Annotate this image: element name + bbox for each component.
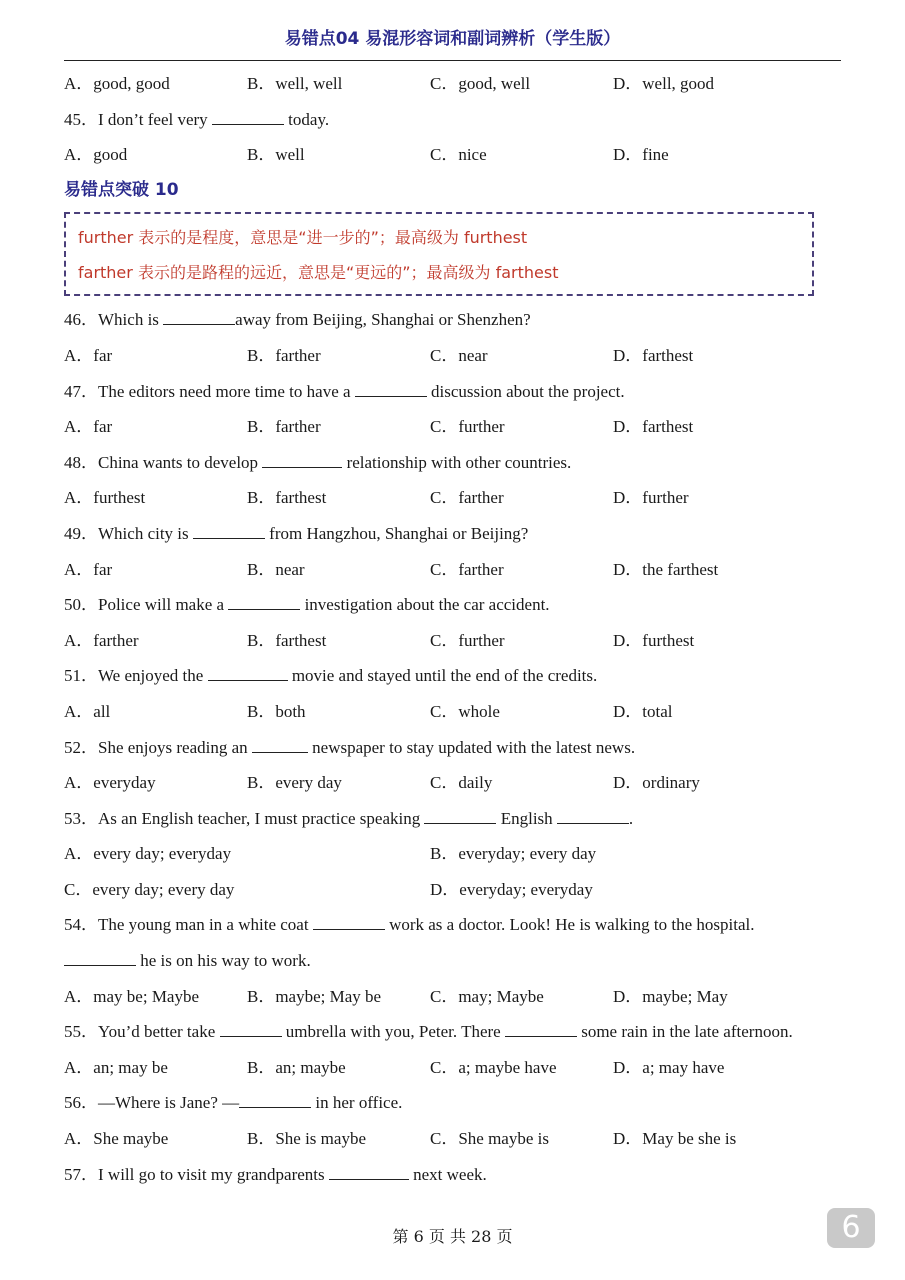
question-53 <box>64 801 844 837</box>
option-c: C．every day; every day <box>64 879 235 899</box>
options-row <box>64 1121 844 1157</box>
question-text: 47．The editors need more time to have a <box>64 381 355 401</box>
option-b: B．an; maybe <box>247 1057 346 1077</box>
question-text: newspaper to stay updated with the latest news. <box>307 737 636 757</box>
option-d: D．well, good <box>613 74 715 93</box>
tip-line: farther 表示的是路程的远近，意思是“更远的”；最高级为 farthest <box>78 263 559 283</box>
question-text: umbrella with you, Peter. There <box>281 1022 505 1042</box>
option-a: A．She maybe <box>64 1129 169 1149</box>
option-d: D．fine <box>613 145 669 165</box>
question-text: 46．Which is <box>64 310 164 330</box>
question-text: discussion about the project. <box>426 381 625 401</box>
option-a: A．far <box>64 559 113 579</box>
answer-blank <box>252 734 308 753</box>
question-text: 48．China wants to develop <box>64 452 263 472</box>
option-b: B．well, well <box>247 74 343 93</box>
page-footer: 第 6 页 共 28 页 <box>392 1227 513 1246</box>
answer-blank <box>228 591 300 610</box>
answer-blank <box>424 805 496 824</box>
document-body <box>64 66 844 1192</box>
answer-blank <box>505 1018 577 1037</box>
question-text: away from Beijing, Shanghai or Shenzhen? <box>235 310 531 330</box>
question-text: 52．She enjoys reading an <box>64 737 252 757</box>
answer-blank <box>163 306 235 325</box>
options-row <box>64 1050 844 1086</box>
answer-blank <box>212 106 284 125</box>
answer-blank <box>355 378 427 397</box>
option-c: C．daily <box>430 773 493 793</box>
options-row <box>64 872 844 908</box>
option-b: B．well <box>247 145 305 165</box>
option-c: C．She maybe is <box>430 1129 549 1149</box>
option-c: C．near <box>430 345 488 365</box>
option-a: A．good, good <box>64 74 170 93</box>
option-d: D．farthest <box>613 417 694 437</box>
question-text: 57．I will go to visit my grandparents <box>64 1164 329 1184</box>
question-text: 49．Which city is <box>64 523 193 543</box>
page-number-badge: 6 <box>827 1208 875 1248</box>
option-b: B．She is maybe <box>247 1129 366 1149</box>
question-48 <box>64 445 844 481</box>
question-57 <box>64 1157 844 1193</box>
question-50 <box>64 587 844 623</box>
option-b: B．maybe; May be <box>247 986 382 1006</box>
option-d: D．May be she is <box>613 1129 737 1149</box>
question-text: movie and stayed until the end of the credits. <box>287 666 598 686</box>
question-text: from Hangzhou, Shanghai or Beijing? <box>264 523 529 543</box>
question-text: 54．The young man in a white coat <box>64 915 313 935</box>
answer-blank <box>220 1018 282 1037</box>
answer-blank <box>557 805 629 824</box>
question-52 <box>64 730 844 766</box>
options-row <box>64 979 844 1015</box>
option-a: A．an; may be <box>64 1057 168 1077</box>
option-c: C．a; maybe have <box>430 1057 557 1077</box>
question-46 <box>64 302 844 338</box>
question-54-continued <box>64 943 844 979</box>
option-a: A．may be; Maybe <box>64 986 200 1006</box>
option-b: B．farthest <box>247 488 327 508</box>
option-d: D．everyday; everyday <box>430 879 593 899</box>
option-b: B．farther <box>247 417 321 437</box>
option-c: C．farther <box>430 488 504 508</box>
option-a: A．furthest <box>64 488 146 508</box>
options-row <box>64 137 844 173</box>
option-a: A．far <box>64 345 113 365</box>
question-text: 56．—Where is Jane? — <box>64 1093 240 1113</box>
option-b: B．everyday; every day <box>430 844 597 864</box>
question-text: 53．As an English teacher, I must practice speaking <box>64 808 425 828</box>
options-row <box>64 765 844 801</box>
answer-blank <box>208 662 288 681</box>
question-56 <box>64 1085 844 1121</box>
option-a: A．far <box>64 417 113 437</box>
option-d: D．further <box>613 488 689 508</box>
answer-blank <box>64 947 136 966</box>
options-row <box>64 480 844 516</box>
question-text: work as a doctor. Look! He is walking to the hospital. <box>384 915 755 935</box>
option-b: B．every day <box>247 773 342 793</box>
option-c: C．further <box>430 417 505 437</box>
option-d: D．farthest <box>613 345 694 365</box>
question-47 <box>64 374 844 410</box>
question-text: he is on his way to work. <box>136 951 311 971</box>
header-divider <box>64 60 841 61</box>
question-text: some rain in the late afternoon. <box>576 1022 793 1042</box>
option-d: D．the farthest <box>613 559 719 579</box>
option-a: A．good <box>64 145 128 165</box>
question-text: English <box>496 808 557 828</box>
question-text: 50．Police will make a <box>64 595 229 615</box>
answer-blank <box>193 520 265 539</box>
answer-blank <box>239 1089 311 1108</box>
section-title: 易错点突破 10 <box>64 179 179 200</box>
answer-blank <box>329 1161 409 1180</box>
option-b: B．both <box>247 701 306 721</box>
options-row <box>64 338 844 374</box>
page-header-title: 易错点04 易混形容词和副词辨析（学生版） <box>284 29 621 49</box>
option-b: B．farther <box>247 345 321 365</box>
question-51 <box>64 658 844 694</box>
question-49 <box>64 516 844 552</box>
option-c: C．further <box>430 630 505 650</box>
option-a: A．farther <box>64 630 139 650</box>
tip-line: further 表示的是程度，意思是“进一步的”；最高级为 furthest <box>78 228 528 248</box>
option-a: A．everyday <box>64 773 156 793</box>
option-a: A．every day; everyday <box>64 844 232 864</box>
options-row <box>64 623 844 659</box>
question-text: relationship with other countries. <box>342 452 572 472</box>
question-55 <box>64 1014 844 1050</box>
option-d: D．ordinary <box>613 773 700 793</box>
question-54 <box>64 907 844 943</box>
option-c: C．nice <box>430 145 487 165</box>
options-row <box>64 836 844 872</box>
question-text: today. <box>283 109 330 129</box>
option-d: D．a; may have <box>613 1057 725 1077</box>
option-b: B．near <box>247 559 305 579</box>
tip-box <box>64 212 814 296</box>
question-text: 51．We enjoyed the <box>64 666 208 686</box>
options-row <box>64 409 844 445</box>
option-c: C．may; Maybe <box>430 986 544 1006</box>
option-c: C．whole <box>430 701 500 721</box>
option-d: D．total <box>613 701 673 721</box>
answer-blank <box>262 449 342 468</box>
option-a: A．all <box>64 701 111 721</box>
options-row <box>64 66 844 102</box>
options-row <box>64 552 844 588</box>
option-d: D．maybe; May <box>613 986 728 1006</box>
option-d: D．furthest <box>613 630 695 650</box>
option-b: B．farthest <box>247 630 327 650</box>
option-c: C．good, well <box>430 74 531 93</box>
question-text: 45．I don’t feel very <box>64 109 212 129</box>
question-text: . <box>628 808 634 828</box>
option-c: C．farther <box>430 559 504 579</box>
question-text: investigation about the car accident. <box>300 595 550 615</box>
question-text: 55．You’d better take <box>64 1022 220 1042</box>
question-text: next week. <box>408 1164 487 1184</box>
answer-blank <box>313 911 385 930</box>
question-45 <box>64 102 844 138</box>
options-row <box>64 694 844 730</box>
question-text: in her office. <box>311 1093 403 1113</box>
